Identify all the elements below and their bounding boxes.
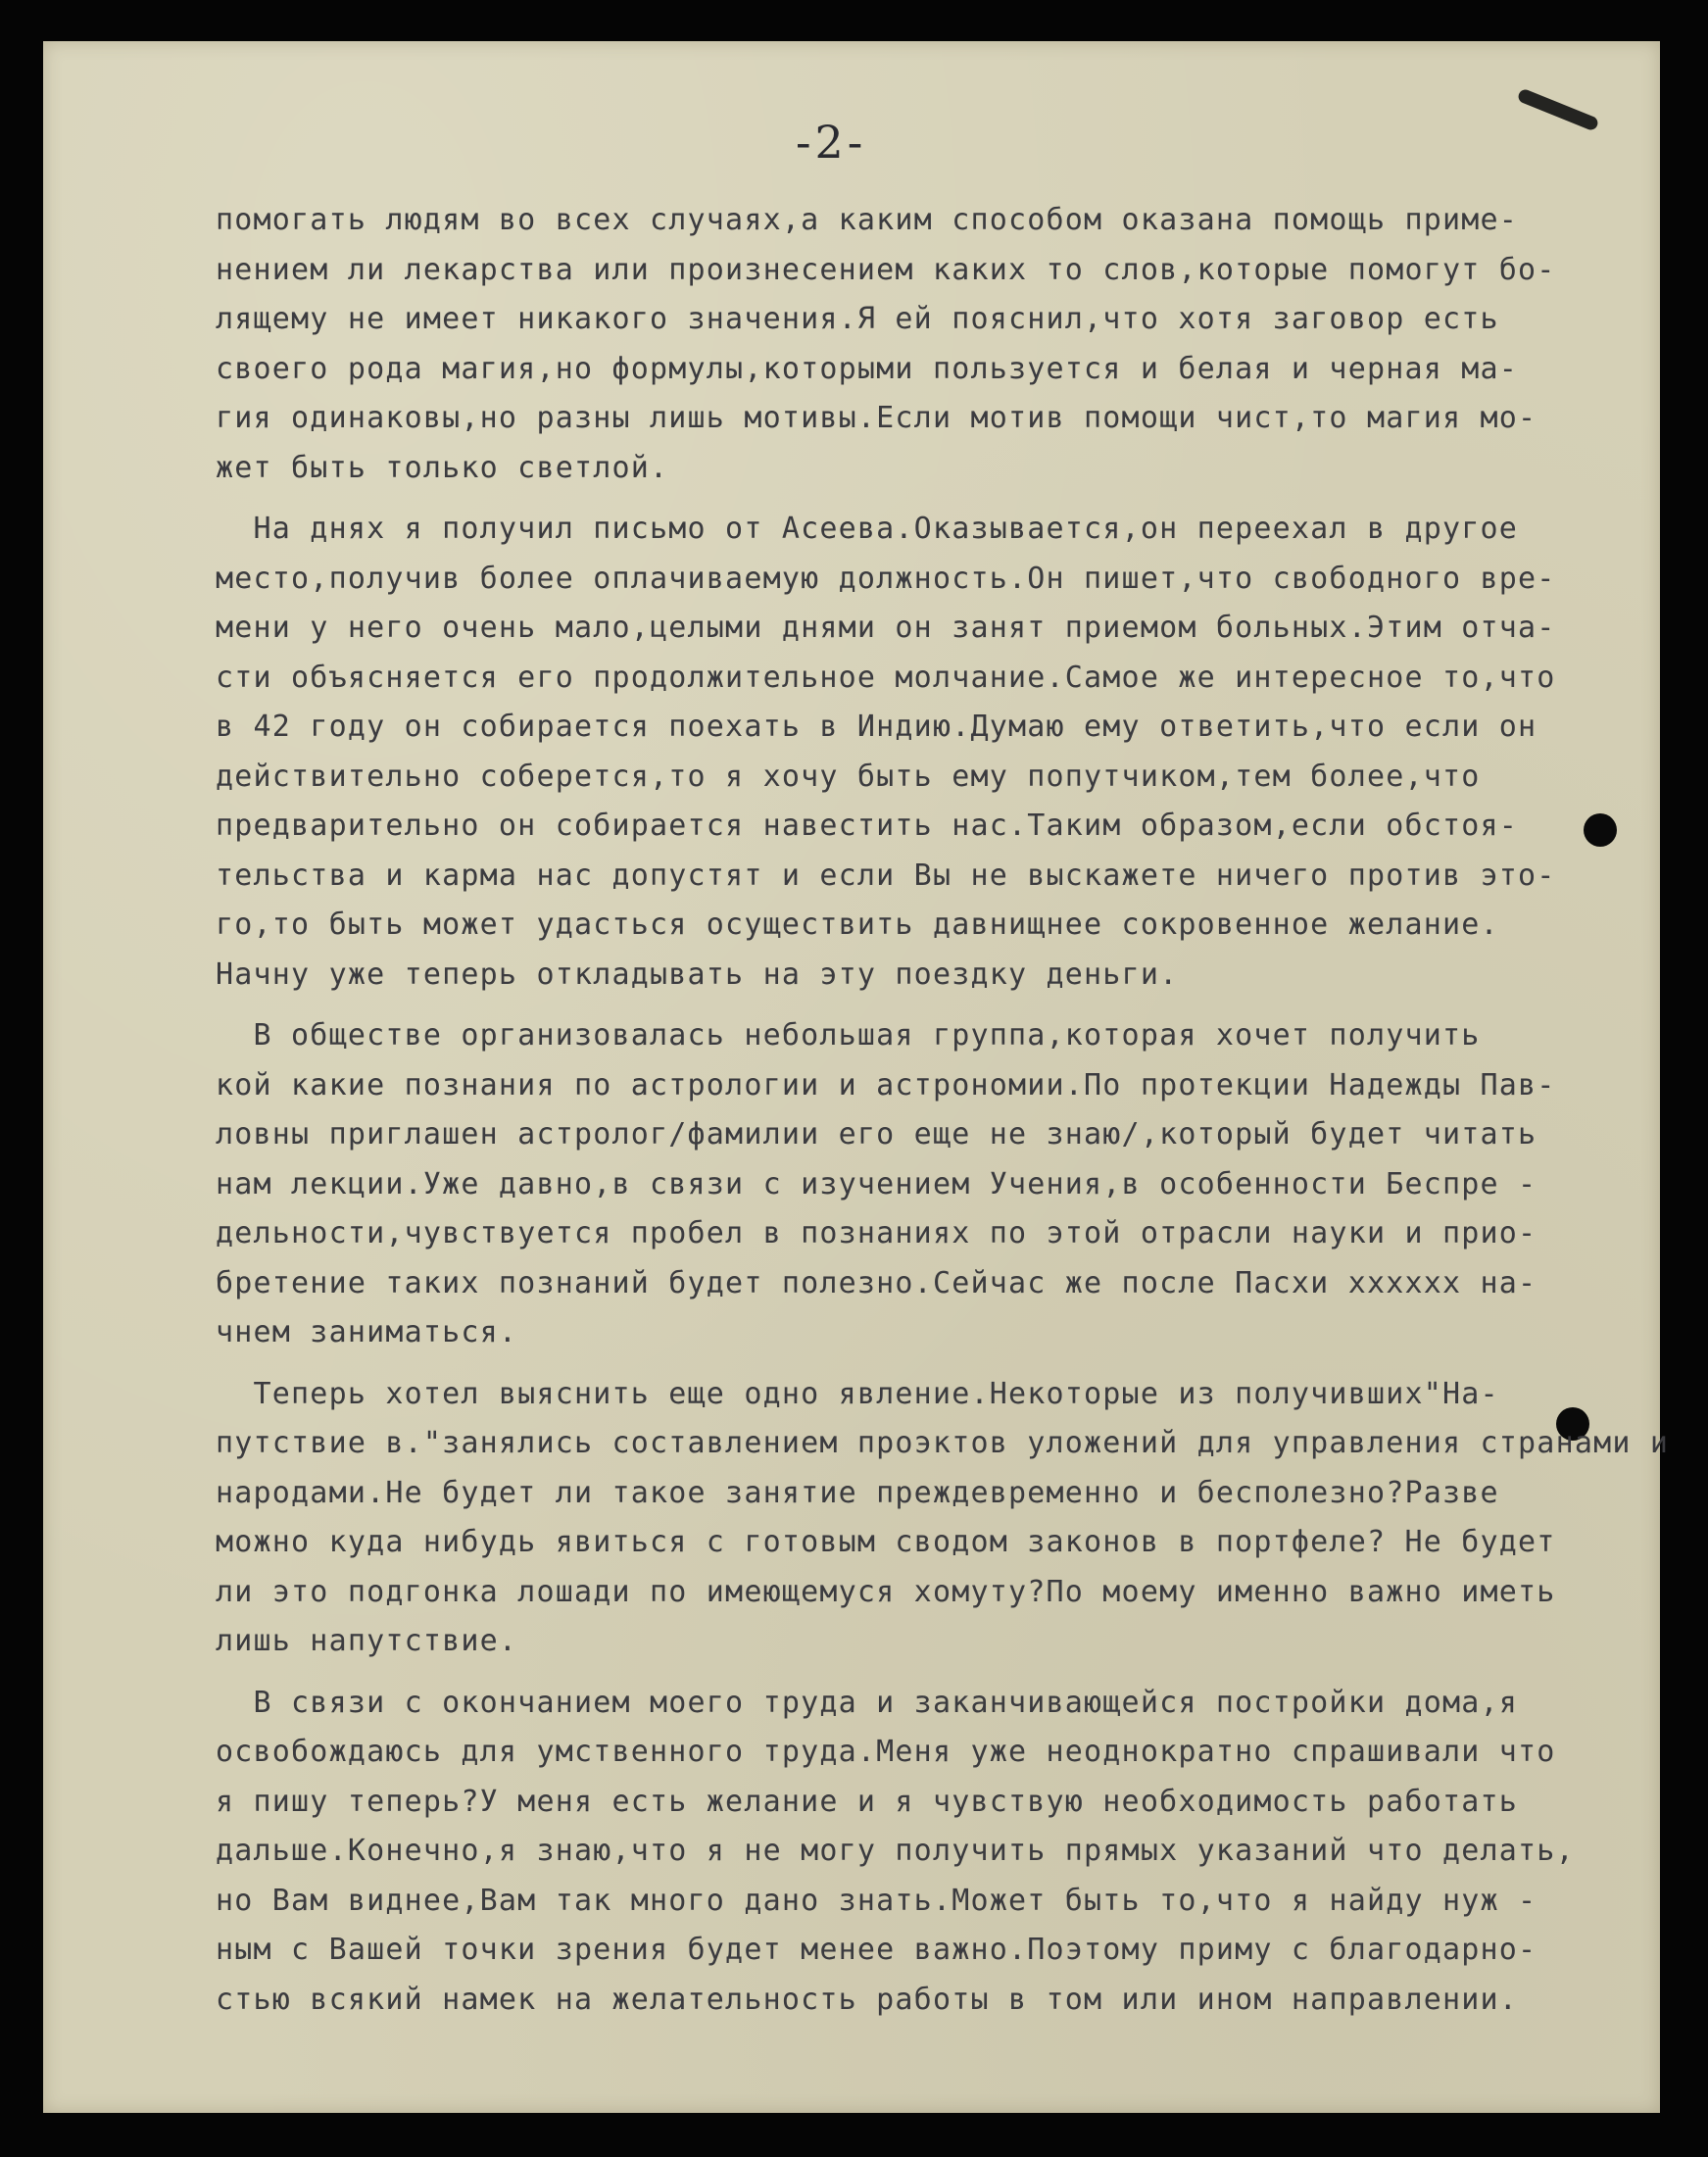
text-line: гия одинаковы,но разны лишь мотивы.Если мотив помощи чист,то магия мо-: [216, 401, 1537, 435]
text-line: действительно соберется,то я хочу быть ему попутчиком,тем более,что: [216, 759, 1481, 794]
paragraph: [216, 505, 1656, 1000]
paragraph: [216, 1370, 1670, 1667]
text-line: тельства и карма нас допустят и если Вы не выскажете ничего против это-: [216, 858, 1556, 893]
text-line: бретение таких познаний будет полезно.Сейчас же после Пасхи хххххх на-: [216, 1265, 1537, 1300]
text-line: но Вам виднее,Вам так много дано знать.Может быть то,что я найду нуж -: [216, 1883, 1537, 1918]
text-line: жет быть только светлой.: [216, 450, 669, 485]
text-line: Начну уже теперь откладывать на эту поездку деньги.: [216, 956, 1179, 992]
text-line: можно куда нибудь явиться с готовым сводом законов в портфеле? Не будет: [216, 1525, 1556, 1559]
text-line: народами.Не будет ли такое занятие преждевременно и бесполезно?Разве: [216, 1475, 1499, 1510]
text-line: путствие в."занялись составлением проэктов уложений для управления странами и: [216, 1426, 1670, 1460]
text-line: нением ли лекарства или произнесением каких то слов,которые помогут бо-: [216, 252, 1556, 287]
text-line: в 42 году он собирается поехать в Индию.Думаю ему ответить,что если он: [216, 710, 1537, 744]
text-line: предварительно он собирается навестить нас.Таким образом,если обстоя-: [216, 809, 1519, 843]
text-line: ным с Вашей точки зрения будет менее важно.Поэтому приму с благодарно-: [216, 1933, 1537, 1967]
text-line: освобождаюсь для умственного труда.Меня уже неоднократно спрашивали что: [216, 1735, 1556, 1769]
text-line: ли это подгонка лошади по имеющемуся хомуту?По моему именно важно иметь: [216, 1574, 1556, 1609]
text-line: Теперь хотел выяснить еще одно явление.Некоторые из получивших"На-: [216, 1376, 1499, 1411]
text-line: лишь напутствие.: [216, 1624, 518, 1658]
paragraph: [216, 1679, 1656, 2026]
text-line: го,то быть может удасться осуществить давнищнее сокровенное желание.: [216, 907, 1499, 942]
text-line: дельности,чувствуется пробел в познаниях по этой отрасли науки и прио-: [216, 1216, 1537, 1250]
text-line: На днях я получил письмо от Асеева.Оказывается,он переехал в другое: [216, 512, 1519, 546]
text-line: я пишу теперь?У меня есть желание и я чувствую необходимость работать: [216, 1784, 1519, 1819]
page-number: -2-: [796, 116, 867, 169]
letter-body: [216, 196, 1670, 2025]
text-line: лящему не имеет никакого значения.Я ей пояснил,что хотя заговор есть: [216, 302, 1499, 336]
text-line: своего рода магия,но формулы,которыми пользуется и белая и черная ма-: [216, 351, 1519, 386]
text-line: сти объясняется его продолжительное молчание.Самое же интересное то,что: [216, 660, 1556, 695]
text-line: нам лекции.Уже давно,в связи с изучением Учения,в особенности Беспре -: [216, 1166, 1537, 1201]
paragraph: [216, 1011, 1656, 1358]
text-line: помогать людям во всех случаях,а каким способом оказана помощь приме-: [216, 203, 1519, 237]
text-line: мени у него очень мало,целыми днями он занят приемом больных.Этим отча-: [216, 611, 1556, 645]
text-line: В обществе организовалась небольшая группа,которая хочет получить: [216, 1018, 1481, 1053]
text-line: место,получив более оплачиваемую должность.Он пишет,что свободного вре-: [216, 561, 1556, 596]
text-line: стью всякий намек на желательность работы в том или ином направлении.: [216, 1982, 1519, 2017]
text-line: дальше.Конечно,я знаю,что я не могу получить прямых указаний что делать,: [216, 1834, 1575, 1868]
text-line: ловны приглашен астролог/фамилии его еще не знаю/,который будет читать: [216, 1117, 1537, 1152]
text-line: кой какие познания по астрологии и астрономии.По протекции Надежды Пав-: [216, 1067, 1556, 1103]
text-line: чнем заниматься.: [216, 1315, 518, 1349]
text-line: В связи с окончанием моего труда и заканчивающейся постройки дома,я: [216, 1685, 1519, 1720]
paragraph: [216, 196, 1656, 493]
